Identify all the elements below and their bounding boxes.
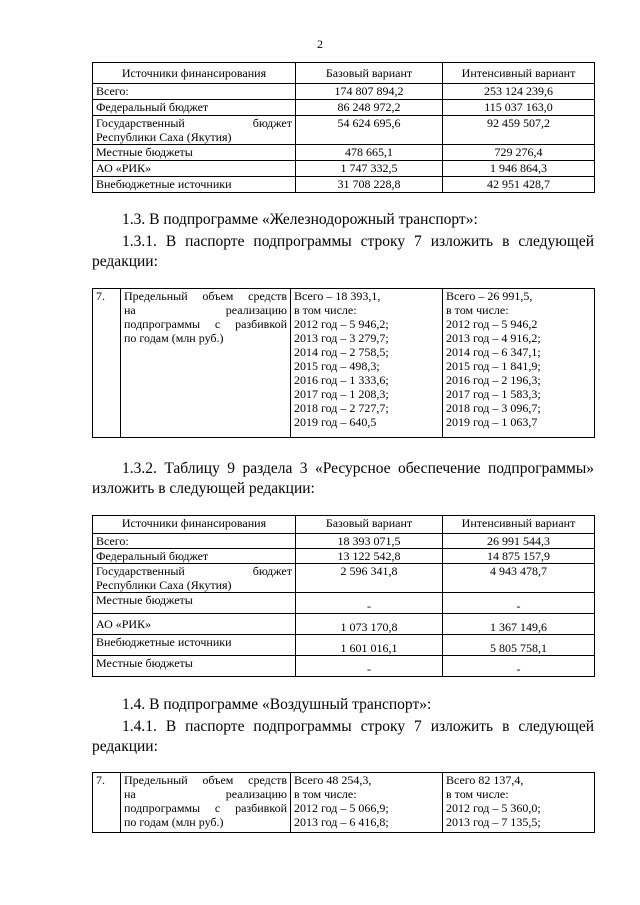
description-word-a: на — [124, 303, 136, 317]
description-word-a: на — [124, 787, 136, 801]
source-word-a: Государственный — [96, 116, 185, 130]
row-source: Федеральный бюджет — [93, 100, 296, 116]
row-base-value: 2 596 341,8 — [296, 564, 443, 593]
header-sources: Источники финансирования — [93, 516, 296, 534]
base-line: 2018 год – 2 727,7; — [294, 401, 389, 415]
row-source: Федеральный бюджет — [93, 549, 296, 564]
row-base-value: 54 624 695,6 — [296, 116, 443, 145]
base-line: Всего 48 254,3, — [294, 773, 372, 787]
intensive-line: Всего 82 137,4, — [446, 773, 524, 787]
row-intensive-value: 1 946 864,3 — [443, 161, 595, 177]
description-word-b: реализацию — [225, 787, 287, 801]
base-line: 2013 год – 3 279,7; — [294, 331, 389, 345]
table-header-row — [93, 63, 595, 84]
base-line: 2014 год – 2 758,5; — [294, 345, 389, 359]
base-variant-cell — [291, 773, 443, 833]
row-base-value: 1 073 170,8 — [296, 614, 443, 635]
row-intensive-value: - — [443, 656, 595, 677]
description-line2 — [124, 303, 287, 317]
row-base-value: - — [296, 656, 443, 677]
source-word-b: бюджет — [252, 116, 292, 130]
description-line1: Предельный объем средств — [124, 773, 287, 787]
row-base-value: 13 122 542,8 — [296, 549, 443, 564]
financing-table-summary — [92, 62, 595, 193]
header-base: Базовый вариант — [296, 516, 443, 534]
row-number: 7. — [93, 773, 121, 833]
table-row — [93, 84, 595, 100]
row-source — [93, 564, 296, 593]
row-source: Местные бюджеты — [93, 656, 296, 677]
base-line: Всего – 18 393,1, — [294, 289, 381, 303]
base-line: 2016 год – 1 333,6; — [294, 373, 389, 387]
paragraph-1-3-2-line1: 1.3.2. Таблицу 9 раздела 3 «Ресурсное обеспечение подпрограммы» — [122, 460, 594, 477]
intensive-variant-cell — [443, 289, 595, 438]
row-source: АО «РИК» — [93, 614, 296, 635]
description-line3: подпрограммы с разбивкой — [124, 317, 287, 331]
paragraph-1-3-1-line1: 1.3.1. В паспорте подпрограммы строку 7 изложить в следующей — [122, 233, 594, 250]
row-source: Всего: — [93, 534, 296, 549]
base-line: 2019 год – 640,5 — [294, 415, 377, 429]
header-intensive: Интенсивный вариант — [443, 63, 595, 84]
table-row — [93, 564, 595, 593]
row-description — [121, 773, 291, 833]
paragraph-1-4-1-line1: 1.4.1. В паспорте подпрограммы строку 7 изложить в следующей — [122, 718, 594, 735]
intensive-line: 2018 год – 3 096,7; — [446, 401, 541, 415]
paragraph-1-3-2-cont: изложить в следующей редакции: — [92, 480, 315, 497]
intensive-line: 2015 год – 1 841,9; — [446, 359, 541, 373]
description-line4: по годам (млн руб.) — [124, 331, 224, 345]
row-intensive-value: 1 367 149,6 — [443, 614, 595, 635]
row-source: Внебюджетные источники — [93, 177, 296, 193]
table-row — [93, 161, 595, 177]
row-intensive-value: 42 951 428,7 — [443, 177, 595, 193]
row-base-value: 174 807 894,2 — [296, 84, 443, 100]
source-word-b: бюджет — [252, 564, 292, 578]
table-header-row — [93, 516, 595, 534]
intensive-line: Всего – 26 991,5, — [446, 289, 533, 303]
intensive-line: 2017 год – 1 583,3; — [446, 387, 541, 401]
row-intensive-value: 5 805 758,1 — [443, 635, 595, 656]
header-base: Базовый вариант — [296, 63, 443, 84]
row-intensive-value: - — [443, 593, 595, 614]
paragraph-1-4-1-cont: редакции: — [92, 738, 158, 755]
paragraph-1-3-1 — [92, 232, 594, 252]
intensive-line: в том числе: — [446, 303, 509, 317]
row-source: Местные бюджеты — [93, 145, 296, 161]
row-base-value: 18 393 071,5 — [296, 534, 443, 549]
base-line: 2017 год – 1 208,3; — [294, 387, 389, 401]
row-base-value: 1 747 332,5 — [296, 161, 443, 177]
source-word-a: Государственный — [96, 564, 185, 578]
paragraph-1-4-1 — [92, 717, 594, 737]
table-row — [93, 635, 595, 656]
table-row — [93, 100, 595, 116]
table-row — [93, 773, 595, 833]
description-line1: Предельный объем средств — [124, 289, 287, 303]
table-row — [93, 614, 595, 635]
row-source-line2: Республики Саха (Якутия) — [96, 130, 232, 144]
paragraph-1-3-1-cont: редакции: — [92, 253, 158, 270]
header-sources: Источники финансирования — [93, 63, 296, 84]
row-number: 7. — [93, 289, 121, 438]
row-description — [121, 289, 291, 438]
base-line: в том числе: — [294, 787, 357, 801]
table-row — [93, 549, 595, 564]
financing-table-railway — [92, 515, 595, 677]
row-source: Всего: — [93, 84, 296, 100]
page-number: 2 — [317, 37, 323, 51]
row-intensive-value: 14 875 157,9 — [443, 549, 595, 564]
row-source-line1 — [96, 564, 292, 578]
row-base-value: 478 665,1 — [296, 145, 443, 161]
row-base-value: - — [296, 593, 443, 614]
intensive-variant-cell — [443, 773, 595, 833]
row-source: Внебюджетные источники — [93, 635, 296, 656]
row-source-line1 — [96, 116, 292, 130]
intensive-line: 2012 год – 5 946,2 — [446, 317, 538, 331]
row-intensive-value: 26 991 544,3 — [443, 534, 595, 549]
row-source-line2: Республики Саха (Якутия) — [96, 578, 232, 592]
base-line: 2015 год – 498,3; — [294, 359, 380, 373]
row-intensive-value: 253 124 239,6 — [443, 84, 595, 100]
intensive-line: 2013 год – 4 916,2; — [446, 331, 541, 345]
table-row — [93, 177, 595, 193]
passport-row-7-air — [92, 772, 595, 833]
row-intensive-value: 115 037 163,0 — [443, 100, 595, 116]
intensive-line: 2019 год – 1 063,7 — [446, 415, 538, 429]
row-source: АО «РИК» — [93, 161, 296, 177]
intensive-line: в том числе: — [446, 787, 509, 801]
intensive-line: 2013 год – 7 135,5; — [446, 815, 541, 829]
description-line2 — [124, 787, 287, 801]
row-base-value: 1 601 016,1 — [296, 635, 443, 656]
base-line: 2013 год – 6 416,8; — [294, 815, 389, 829]
header-intensive: Интенсивный вариант — [443, 516, 595, 534]
row-intensive-value: 92 459 507,2 — [443, 116, 595, 145]
intensive-line: 2014 год – 6 347,1; — [446, 345, 541, 359]
row-source: Местные бюджеты — [93, 593, 296, 614]
row-intensive-value: 729 276,4 — [443, 145, 595, 161]
base-variant-cell — [291, 289, 443, 438]
passport-row-7-railway — [92, 288, 595, 438]
table-row — [93, 534, 595, 549]
paragraph-1-4: 1.4. В подпрограмме «Воздушный транспорт»: — [122, 696, 432, 713]
description-line4: по годам (млн руб.) — [124, 815, 224, 829]
description-word-b: реализацию — [225, 303, 287, 317]
paragraph-1-3-2 — [92, 459, 594, 479]
table-row — [93, 116, 595, 145]
paragraph-1-3: 1.3. В подпрограмме «Железнодорожный транспорт»: — [122, 211, 478, 228]
row-source — [93, 116, 296, 145]
table-row — [93, 145, 595, 161]
base-line: 2012 год – 5 066,9; — [294, 801, 389, 815]
table-row — [93, 289, 595, 438]
row-intensive-value: 4 943 478,7 — [443, 564, 595, 593]
intensive-line: 2012 год – 5 360,0; — [446, 801, 541, 815]
intensive-line: 2016 год – 2 196,3; — [446, 373, 541, 387]
row-base-value: 31 708 228,8 — [296, 177, 443, 193]
row-base-value: 86 248 972,2 — [296, 100, 443, 116]
table-row — [93, 593, 595, 614]
table-row — [93, 656, 595, 677]
base-line: 2012 год – 5 946,2; — [294, 317, 389, 331]
description-line3: подпрограммы с разбивкой — [124, 801, 287, 815]
base-line: в том числе: — [294, 303, 357, 317]
